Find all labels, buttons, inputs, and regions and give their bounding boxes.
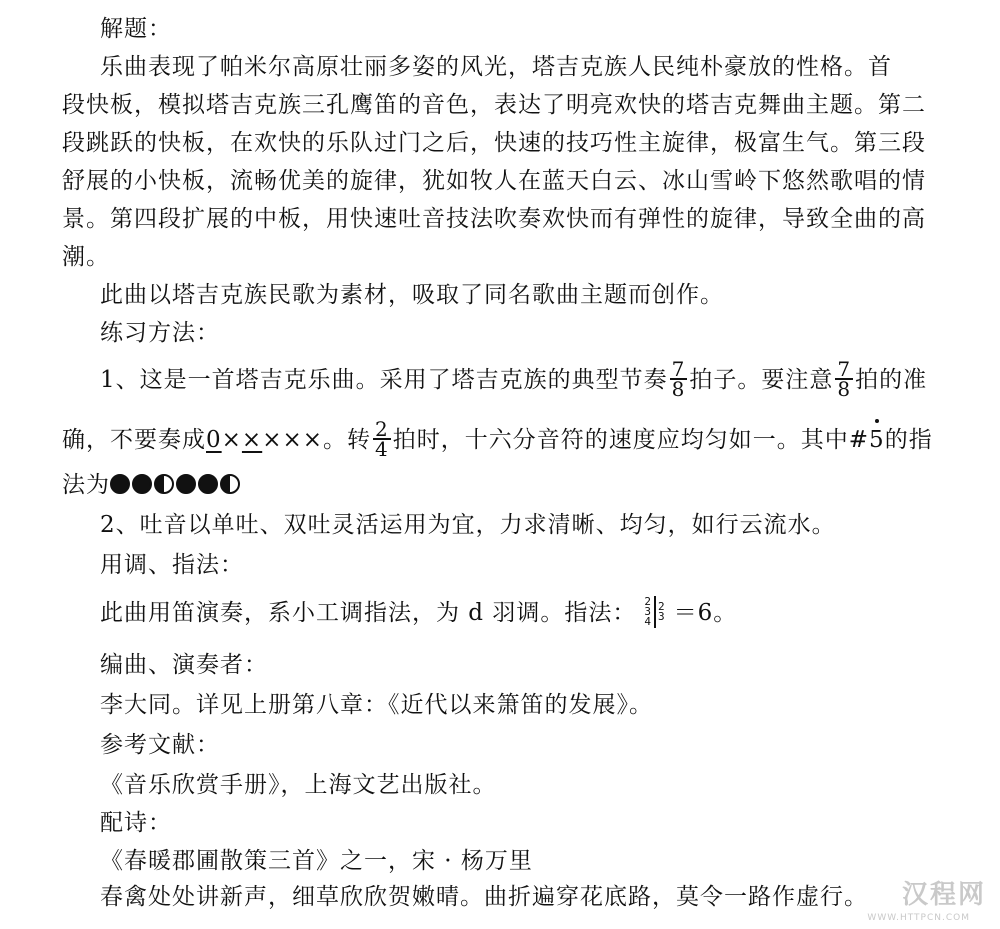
fingering-digit: 2 (644, 595, 652, 608)
jieti-line: 段跳跃的快板，在欢快的乐队过门之后，快速的技巧性主旋律，极富生气。第三段 (62, 130, 926, 156)
heading-yongdiao: 用调、指法： (100, 552, 244, 578)
closed-hole-icon (132, 474, 152, 494)
time-signature-7-8 (670, 357, 688, 401)
note-number: 5 (869, 427, 885, 453)
frac-den: 4 (375, 437, 389, 461)
closed-hole-icon (176, 474, 196, 494)
item1-text-f: 拍时，十六分音符的速度应均匀如一。其中# (392, 427, 870, 453)
item1-text-a: 1、这是一首塔吉克乐曲。采用了塔吉克族的典型节奏 (100, 367, 668, 393)
item1-text-e: 转 (347, 427, 372, 453)
frac-num: 7 (671, 357, 686, 381)
rhythm-note: × (221, 427, 242, 453)
rhythm-underlined: 0 (206, 427, 222, 453)
item1-line2 (62, 417, 960, 461)
rhythm-rest: ×××。 (262, 427, 348, 453)
rhythm-underlined: × (241, 427, 263, 453)
item1-text-g: 的指 (884, 427, 933, 453)
jieti-line: 舒展的小快板，流畅优美的旋律，犹如牧人在蓝天白云、冰山雪岭下悠然歌唱的情 (62, 168, 926, 194)
watermark-url: WWW.HTTPCN.COM (867, 913, 970, 923)
heading-jieti: 解题： (100, 16, 172, 42)
time-signature-7-8 (835, 357, 853, 401)
item1-text-c: 拍的准 (855, 367, 928, 393)
item1-line1 (100, 357, 960, 401)
fingering-line (100, 595, 960, 630)
frac-num: 2 (375, 417, 389, 441)
frac-num: 7 (837, 357, 852, 381)
closed-hole-icon (198, 474, 218, 494)
frac-den: 8 (671, 377, 686, 401)
closed-hole-icon (110, 474, 130, 494)
jieti-line: 段快板，模拟塔吉克族三孔鹰笛的音色，表达了明亮欢快的塔吉克舞曲主题。第二 (62, 92, 926, 118)
heading-cankao: 参考文献： (100, 732, 220, 758)
poem: 春禽处处讲新声，细草欣欣贺嫩晴。曲折遍穿花底路，莫令一路作虚行。 (100, 884, 868, 910)
heading-lianxi: 练习方法： (100, 320, 220, 346)
jieti-line: 景。第四段扩展的中板，用快速吐音技法吹奏欢快而有弹性的旋律，导致全曲的高 (62, 206, 926, 232)
jieti-line: 潮。 (62, 244, 110, 270)
item1-text-h: 法为 (62, 472, 110, 498)
watermark-logo: 汉程网 (901, 880, 986, 910)
fingering-digit: 4 (644, 615, 652, 628)
heading-bianqu: 编曲、演奏者： (100, 652, 268, 678)
item1-text-d: 确，不要奏成 (62, 427, 206, 453)
fingering-notation (642, 596, 667, 628)
half-hole-icon (154, 474, 174, 494)
item1-text-b: 拍子。要注意 (689, 367, 834, 393)
fingering-holes-diagram (110, 474, 240, 494)
fingering-digit: 3 (657, 610, 666, 623)
fingering-text-b: ＝6。 (673, 600, 738, 626)
half-hole-icon (220, 474, 240, 494)
fingering-right-column (656, 602, 668, 622)
jieti-line: 乐曲表现了帕米尔高原壮丽多姿的风光，塔吉克族人民纯朴豪放的性格。首 (100, 54, 892, 80)
fingering-text-a: 此曲用笛演奏，系小工调指法，为 d 羽调。指法： (100, 600, 637, 626)
high-octave-dot (875, 419, 879, 423)
fingering-digit: 2 (657, 600, 666, 613)
reference: 《音乐欣赏手册》，上海文艺出版社。 (100, 772, 497, 798)
frac-den: 8 (837, 377, 852, 401)
poem-title: 《春暖郡圃散策三首》之一，宋 · 杨万里 (100, 848, 533, 874)
performer: 李大同。详见上册第八章：《近代以来箫笛的发展》。 (100, 692, 653, 718)
time-signature-2-4 (373, 417, 391, 461)
fingering-left-column (642, 597, 654, 627)
item1-line3 (62, 470, 960, 500)
source-line: 此曲以塔吉克族民歌为素材，吸取了同名歌曲主题而创作。 (100, 282, 724, 308)
high-note-5 (869, 425, 885, 455)
fingering-digit: 3 (644, 605, 652, 618)
heading-peishi: 配诗： (100, 810, 172, 836)
item2: 2、吐音以单吐、双吐灵活运用为宜，力求清晰、均匀，如行云流水。 (100, 512, 836, 538)
